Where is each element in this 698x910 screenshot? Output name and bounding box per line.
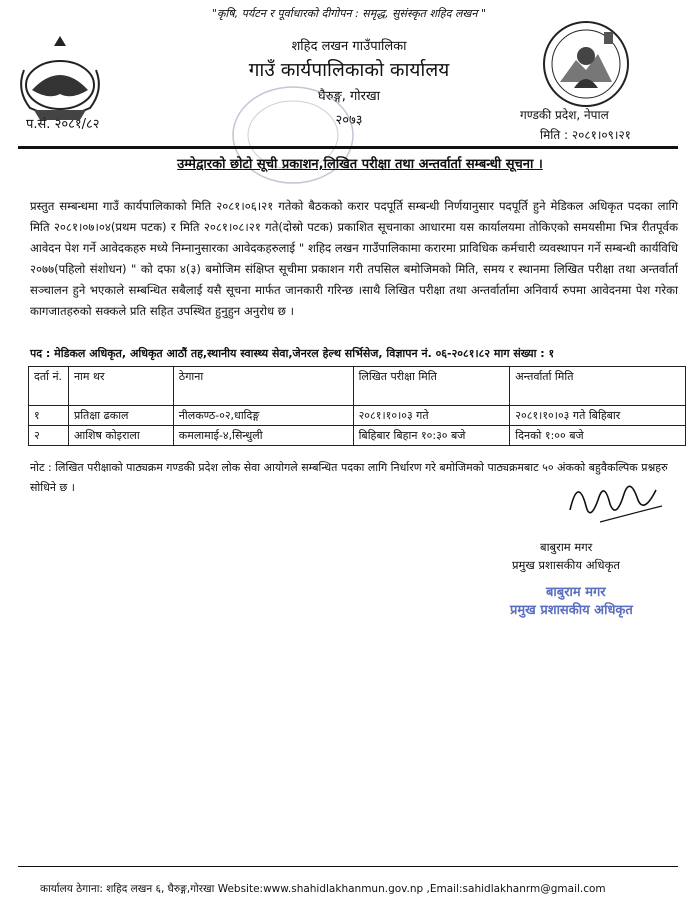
table-header: ठेगाना [173, 367, 353, 406]
candidate-table [28, 366, 686, 446]
signer-title: प्रमुख प्रशासकीय अधिकृत [512, 558, 620, 572]
table-header: दर्ता नं. [29, 367, 69, 406]
table-cell: २ [29, 426, 69, 446]
notice-title: उम्मेद्वारको छोटो सूची प्रकाशन,लिखित परीक्षा तथा अन्तर्वार्ता सम्बन्धी सूचना । [177, 157, 543, 172]
notice-date: मिति : २०८१।०९।२१ [540, 128, 631, 142]
table-header: अन्तर्वार्ता मिति [510, 367, 686, 406]
motto: "कृषि, पर्यटन र पूर्वाधारको दीगोपन : समृद्ध, सुसंस्कृत शहिद लखन " [211, 7, 487, 20]
table-cell: २०८१।१०।०३ गते [353, 406, 510, 426]
header-divider [18, 146, 678, 149]
table-cell: बिहिबार बिहान १०:३० बजे [353, 426, 510, 446]
province-label: गण्डकी प्रदेश, नेपाल [520, 108, 609, 122]
signer-name: बाबुराम मगर [540, 540, 593, 554]
table-cell: दिनको १:०० बजे [510, 426, 686, 446]
footer-contact: कार्यालय ठेगाना: शहिद लखन ६, घैरुङ्ग,गोरखा Website:www.shahidlakhanmun.gov.np ,Email:sahidlakhanrm@gmail.com [40, 883, 606, 895]
seal-year: २०७३ [335, 113, 363, 128]
municipality-name: शहिद लखन गाउँपालिका [291, 39, 407, 54]
table-cell: कमलामाई-४,सिन्धुली [173, 426, 353, 446]
office-name: गाउँ कार्यपालिकाको कार्यालय [248, 59, 450, 81]
notice-body: प्रस्तुत सम्बन्धमा गाउँ कार्यपालिकाको मिति २०८१।०६।२१ गतेको बैठकको करार पदपूर्ति सम्बन्धी निर्णयानुसार पदपूर्ति हुने मेडिकल अधिकृत पदका लागि मिति २०८१।०७।०४(प्रथम पटक) र मिति २०८१।०८।२१ गते(दोस्रो पटक) प्रकाशित सूचनाका आधारमा यस कार्यालयमा तोकिएको समयसीमा भित्र रीतपूर्वक आवेदन पेश गर्ने आवेदकहरु मध्ये निम्नानुसारका आवेदकहरुलाई " शहिद लखन गाउँपालिकामा करारमा प्राविधिक कर्मचारी व्यवस्थापन गर्ने सम्बन्धी कार्यविधि २०७७(पहिलो संशोधन) " को दफा ४(३) बमोजिम संक्षिप्त सूचीमा प्रकाशन गरी तपसिल बमोजिमको मिति, समय र स्थानमा लिखित परीक्षा तथा अन्तर्वार्ता सञ्चालन हुने भएकाले सम्बन्धित सबैलाई यसै सूचना मार्फत जानकारी गरिन्छ ।साथै लिखित परीक्षा तथा अन्तर्वार्तामा अनिवार्य रुपमा आवेदनमा पेश गरेका कागजातहरुको सक्कले प्रति सहित उपस्थित हुनुहुन अनुरोध छ । [30, 199, 678, 318]
office-location: घैरुङ्ग, गोरखा [318, 89, 380, 104]
table-cell: प्रतिक्षा ढकाल [68, 406, 173, 426]
syllabus-note: नोट : लिखित परीक्षाको पाठ्यक्रम गण्डकी प्रदेश लोक सेवा आयोगले सम्बन्धित पदका लागि निर्धारण गरे बमोजिमको पाठ्यक्रमबाट ५० अंकको बहुवैकल्पिक प्रश्नहरु सोधिने छ । [30, 461, 668, 494]
table-cell: १ [29, 406, 69, 426]
reference-number: प.सं. २०८१/८२ [26, 117, 100, 132]
post-details: पद : मेडिकल अधिकृत, अधिकृत आठौं तह,स्थानीय स्वास्थ्य सेवा,जेनरल हेल्थ सर्भिसेज, विज्ञापन नं. ०६-२०८१।८२ माग संख्या : १ [30, 347, 555, 360]
table-cell: आशिष कोइराला [68, 426, 173, 446]
signature-icon [560, 470, 670, 540]
office-seal-icon [228, 80, 358, 190]
table-header: नाम थर [68, 367, 173, 406]
table-row [29, 406, 686, 426]
stamp-title: प्रमुख प्रशासकीय अधिकृत [510, 603, 633, 618]
stamp-name: बाबुराम मगर [546, 585, 606, 600]
table-header-row [29, 367, 686, 406]
table-cell: नीलकण्ठ-०२,धादिङ्ग [173, 406, 353, 426]
footer-divider [18, 866, 678, 867]
table-row [29, 426, 686, 446]
table-header: लिखित परीक्षा मिति [353, 367, 510, 406]
table-cell: २०८१।१०।०३ गते बिहिबार [510, 406, 686, 426]
